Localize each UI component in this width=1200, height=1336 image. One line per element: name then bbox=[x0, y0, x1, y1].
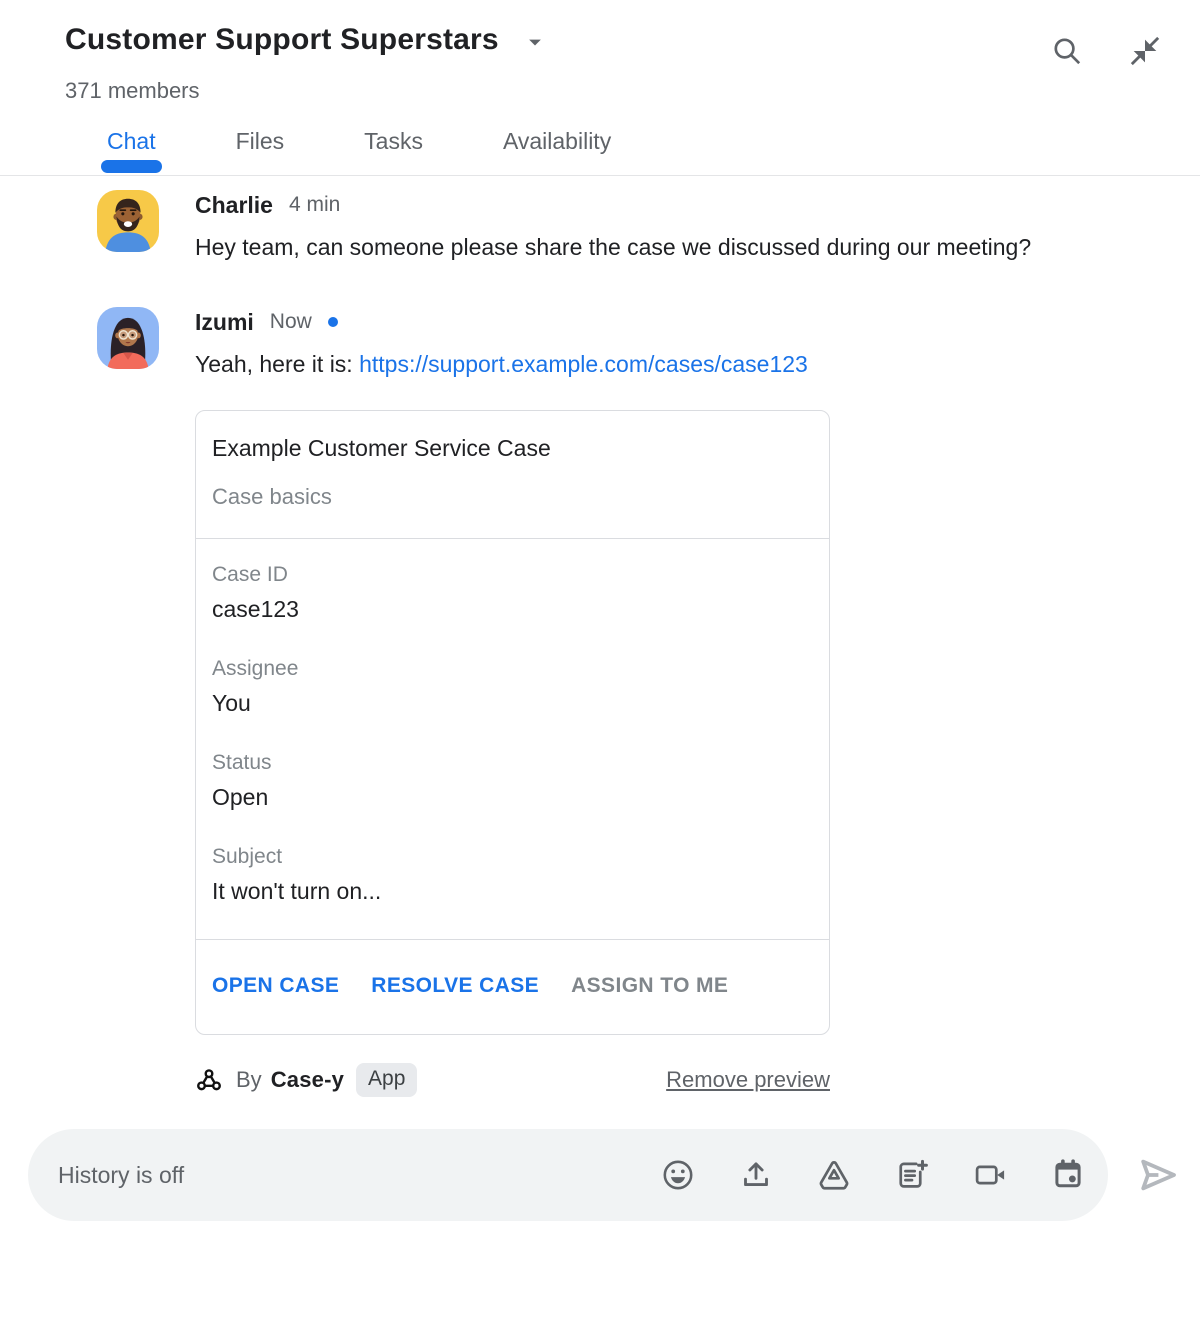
card-title: Example Customer Service Case bbox=[212, 435, 551, 461]
message-list bbox=[0, 176, 1200, 384]
message-time: 4 min bbox=[288, 193, 341, 216]
message-composer bbox=[28, 1129, 1108, 1221]
drive-icon[interactable] bbox=[816, 1157, 852, 1193]
unread-dot bbox=[328, 317, 338, 327]
message-time: Now bbox=[269, 310, 312, 333]
charlie-avatar-illustration bbox=[97, 190, 159, 252]
tab-tasks[interactable]: Tasks bbox=[364, 128, 423, 154]
card-fields bbox=[196, 539, 829, 905]
izumi-avatar-illustration bbox=[97, 307, 159, 369]
message-charlie bbox=[97, 190, 1140, 267]
caret-down-icon[interactable] bbox=[521, 28, 549, 56]
member-count: 371 members bbox=[65, 78, 200, 103]
field-value: It won't turn on... bbox=[212, 878, 382, 904]
case-link[interactable]: https://support.example.com/cases/case123 bbox=[359, 351, 808, 377]
webhook-icon bbox=[195, 1066, 223, 1094]
remove-preview-link[interactable]: Remove preview bbox=[666, 1067, 830, 1092]
field-status bbox=[212, 751, 813, 811]
field-label: Status bbox=[212, 751, 272, 774]
author-name: Charlie bbox=[195, 191, 273, 218]
avatar-charlie[interactable] bbox=[97, 190, 159, 252]
message-body bbox=[195, 307, 808, 384]
video-call-icon[interactable] bbox=[972, 1157, 1008, 1193]
message-text: Hey team, can someone please share the case we discussed during our meeting? bbox=[195, 234, 1032, 260]
field-value: case123 bbox=[212, 596, 299, 622]
app-badge: App bbox=[356, 1063, 417, 1097]
by-label: By bbox=[236, 1067, 262, 1092]
card-header bbox=[196, 411, 829, 538]
composer-icons bbox=[660, 1157, 1086, 1193]
conversation-title-menu[interactable] bbox=[65, 20, 549, 59]
field-label: Case ID bbox=[212, 563, 288, 586]
tab-availability[interactable]: Availability bbox=[502, 128, 612, 154]
resolve-case-button[interactable]: RESOLVE CASE bbox=[371, 974, 540, 997]
tab-chat[interactable]: Chat bbox=[107, 128, 156, 175]
upload-icon[interactable] bbox=[738, 1157, 774, 1193]
app-attribution bbox=[195, 1063, 830, 1097]
message-text-prefix: Yeah, here it is: bbox=[195, 351, 360, 377]
avatar-izumi[interactable] bbox=[97, 307, 159, 369]
message-text bbox=[195, 344, 808, 384]
add-task-icon[interactable] bbox=[894, 1157, 930, 1193]
conversation-title: Customer Support Superstars bbox=[65, 23, 499, 56]
tab-files[interactable]: Files bbox=[235, 128, 285, 154]
calendar-icon[interactable] bbox=[1050, 1157, 1086, 1193]
emoji-icon[interactable] bbox=[660, 1157, 696, 1193]
header-actions bbox=[1050, 20, 1170, 68]
message-izumi bbox=[97, 307, 1140, 384]
app-name: Case-y bbox=[270, 1067, 345, 1092]
message-header bbox=[195, 307, 808, 337]
field-label: Subject bbox=[212, 845, 283, 868]
field-value: You bbox=[212, 690, 251, 716]
field-label: Assignee bbox=[212, 657, 299, 680]
field-case-id bbox=[212, 563, 813, 623]
search-icon[interactable] bbox=[1050, 34, 1084, 68]
card-actions bbox=[196, 940, 829, 1034]
field-subject bbox=[212, 845, 813, 905]
author-name: Izumi bbox=[195, 308, 254, 335]
assign-to-me-button[interactable]: ASSIGN TO ME bbox=[571, 974, 729, 997]
tabs-bar bbox=[0, 128, 1200, 176]
conversation-header bbox=[0, 0, 1200, 68]
field-assignee bbox=[212, 657, 813, 717]
composer-row bbox=[28, 1129, 1200, 1221]
message-header bbox=[195, 190, 1031, 220]
card-subtitle: Case basics bbox=[212, 484, 332, 509]
send-icon[interactable] bbox=[1134, 1151, 1182, 1199]
message-body bbox=[195, 190, 1031, 267]
case-preview-card bbox=[195, 410, 830, 1035]
collapse-window-icon[interactable] bbox=[1128, 34, 1162, 68]
message-input[interactable]: History is off bbox=[58, 1161, 185, 1188]
field-value: Open bbox=[212, 784, 269, 810]
open-case-button[interactable]: OPEN CASE bbox=[212, 974, 340, 997]
